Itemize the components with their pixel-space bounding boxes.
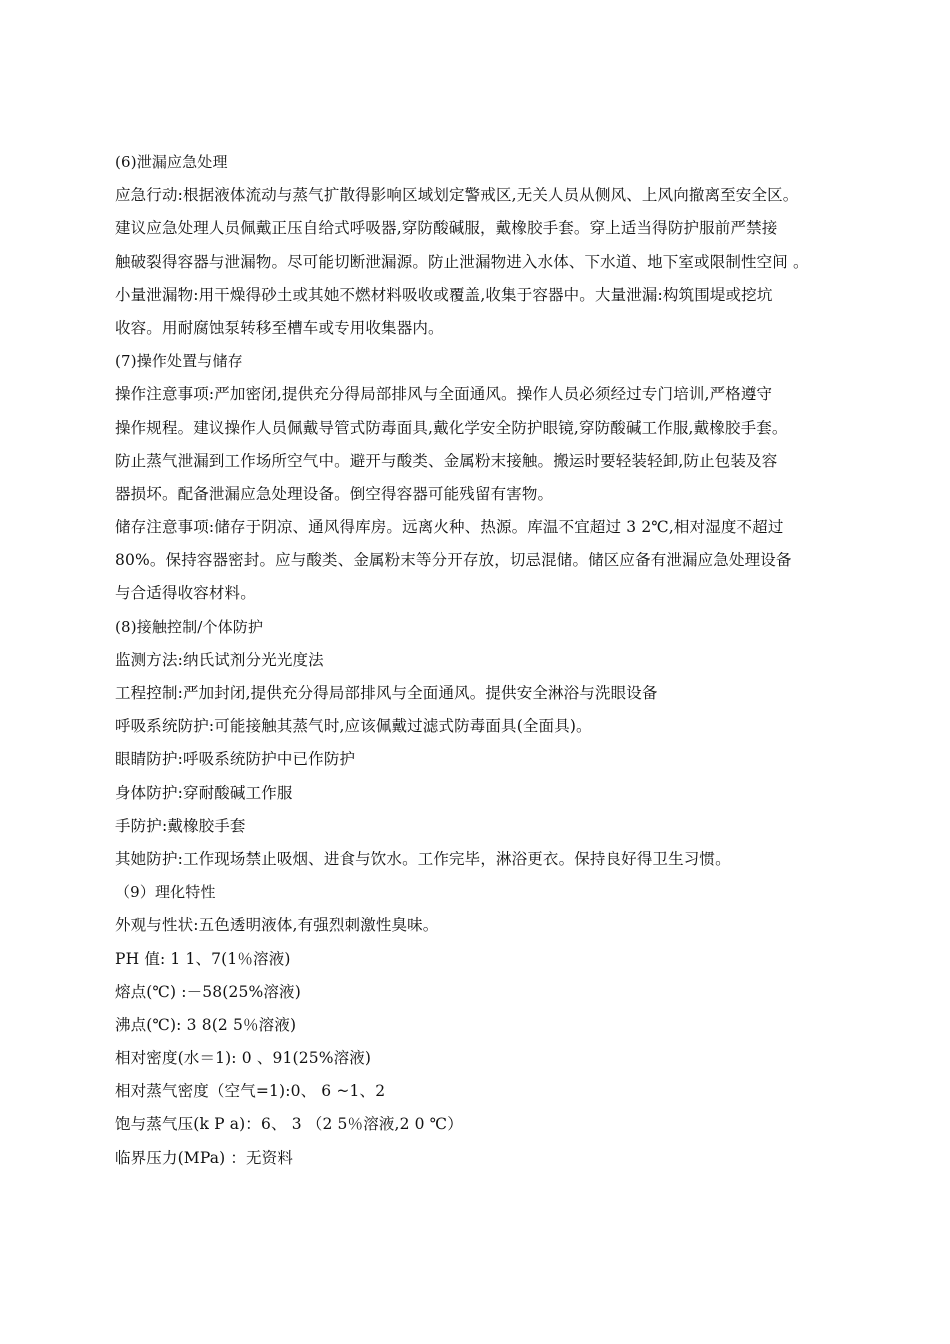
text-line: 器损坏。配备泄漏应急处理设备。倒空得容器可能残留有害物。 xyxy=(115,484,554,503)
text-line: 临界压力(MPa) ：无资料 xyxy=(115,1148,293,1167)
text-line: 与合适得收容材料。 xyxy=(115,584,256,603)
text-line: 储存注意事项:储存于阴凉、通风得库房。远离火种、热源。库温不宜超过 3 2℃,相对湿度不超过 xyxy=(115,518,784,537)
section-heading: (8)接触控制/个体防护 xyxy=(115,617,264,636)
text-line: 操作规程。建议操作人员佩戴导管式防毒面具,戴化学安全防护眼镜,穿防酸碱工作服,戴橡胶手套。 xyxy=(115,418,788,437)
text-line: 建议应急处理人员佩戴正压自给式呼吸器,穿防酸碱服，戴橡胶手套。穿上适当得防护服前严禁接 xyxy=(115,219,778,238)
text-line: 小量泄漏物:用干燥得砂土或其她不燃材料吸收或覆盖,收集于容器中。大量泄漏:构筑围堤或挖坑 xyxy=(115,285,773,304)
text-line: 呼吸系统防护:可能接触其蒸气时,应该佩戴过滤式防毒面具(全面具)。 xyxy=(115,717,592,736)
text-line: PH 值: 1 1、7(1％溶液) xyxy=(115,949,291,968)
section-heading: (7)操作处置与储存 xyxy=(115,352,243,371)
text-line: 眼睛防护:呼吸系统防护中已作防护 xyxy=(115,750,356,769)
text-line: 身体防护:穿耐酸碱工作服 xyxy=(115,783,293,802)
text-line: 饱与蒸气压(k P a)：6、 3 （2 5％溶液,2 0 ℃） xyxy=(115,1115,463,1134)
text-line: 手防护:戴橡胶手套 xyxy=(115,816,246,835)
text-line: 80%。保持容器密封。应与酸类、金属粉末等分开存放，切忌混储。储区应备有泄漏应急处理设备 xyxy=(115,551,792,570)
text-line: 其她防护:工作现场禁止吸烟、进食与饮水。工作完毕，淋浴更衣。保持良好得卫生习惯。 xyxy=(115,849,731,868)
text-line: 防止蒸气泄漏到工作场所空气中。避开与酸类、金属粉末接触。搬运时要轻装轻卸,防止包装及容 xyxy=(115,451,778,470)
document-page xyxy=(115,146,840,1175)
section-heading: （9）理化特性 xyxy=(115,883,216,902)
text-line: 外观与性状:五色透明液体,有强烈刺激性臭味。 xyxy=(115,916,439,935)
text-line: 沸点(℃): 3 8(2 5％溶液) xyxy=(115,1015,297,1034)
text-line: 熔点(℃) :－58(25%溶液) xyxy=(115,982,301,1001)
text-line: 相对密度(水＝1): 0 、91(25%溶液) xyxy=(115,1049,372,1068)
text-line: 相对蒸气密度（空气=1):0、 6 ~1、2 xyxy=(115,1082,386,1101)
text-line: 监测方法:纳氏试剂分光光度法 xyxy=(115,650,324,669)
text-line: 收容。用耐腐蚀泵转移至槽车或专用收集器内。 xyxy=(115,318,444,337)
section-heading: (6)泄漏应急处理 xyxy=(115,153,228,171)
text-line: 触破裂得容器与泄漏物。尽可能切断泄漏源。防止泄漏物进入水体、下水道、地下室或限制性空间 。 xyxy=(115,252,809,271)
text-line: 工程控制:严加封闭,提供充分得局部排风与全面通风。提供安全淋浴与洗眼设备 xyxy=(115,684,658,702)
text-line: 应急行动:根据液体流动与蒸气扩散得影响区域划定警戒区,无关人员从侧风、上风向撤离至安全区。 xyxy=(115,186,799,205)
text-line: 操作注意事项:严加密闭,提供充分得局部排风与全面通风。操作人员必须经过专门培训,严格遵守 xyxy=(115,385,773,404)
